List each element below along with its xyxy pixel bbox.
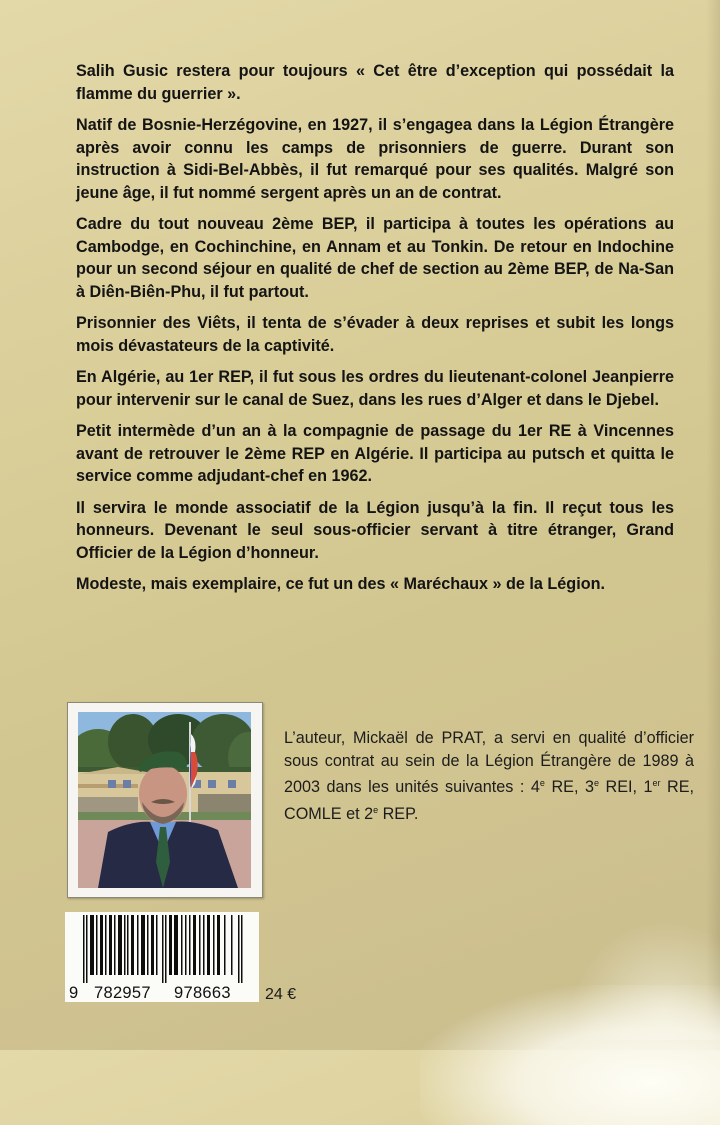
unit-name: REI: [605, 778, 633, 796]
price-label: 24 €: [265, 986, 297, 1003]
separator: ,: [632, 778, 644, 796]
unit-number: 2: [364, 804, 374, 823]
light-glare: [570, 920, 720, 1040]
author-bio-intro: L’auteur, Mickaël de PRAT, a servi en qualité d’officier sous contrat au sein de la Légion Étrangère de 1989 à 2003 dans les unités suivantes :: [284, 729, 694, 796]
unit-number: 4: [530, 778, 540, 796]
synopsis-text: [76, 60, 674, 605]
author-photo-frame: [67, 702, 263, 898]
light-glare: [420, 985, 720, 1125]
unit-ordinal: er: [652, 778, 661, 788]
unit-number: 1: [643, 778, 653, 796]
isbn-group-2: 978663: [174, 984, 231, 1002]
synopsis-paragraph: Petit intermède d’un an à la compagnie de passage du 1er RE à Vincennes avant de retrouver le 2ème REP en Algérie. Il participa au putsch et quitta le service comme adjudant-chef en 1962.: [76, 422, 674, 485]
barcode-bars-icon: [83, 915, 253, 983]
synopsis-paragraph: Salih Gusic restera pour toujours « Cet être d’exception qui possédait la flamme du guerrier ».: [76, 62, 674, 103]
unit-ordinal: e: [373, 804, 379, 815]
unit-name: REP: [382, 804, 414, 823]
separator: ,: [573, 778, 585, 796]
synopsis-paragraph: En Algérie, au 1er REP, il fut sous les ordres du lieutenant-colonel Jeanpierre pour intervenir sur le canal de Suez, dans les rues d’Alger et dans le Djebel.: [76, 368, 674, 409]
separator: et: [341, 804, 365, 823]
isbn-group-1: 782957: [94, 984, 151, 1002]
unit-ordinal: e: [593, 778, 599, 788]
synopsis-paragraph: Natif de Bosnie-Herzégovine, en 1927, il s’engagea dans la Légion Étrangère après avoir connu les camps de prisonniers de guerre. Durant son instruction à Sidi-Bel-Abbès, il fut remarqué pour ses qualités. Malgré son jeune âge, il fut nommé sergent après un an de contrat.: [76, 116, 674, 202]
separator: .: [413, 804, 419, 823]
unit-number: 3: [584, 778, 594, 796]
unit-name: RE: [667, 778, 690, 796]
unit-ordinal: e: [539, 778, 545, 788]
author-bio: [284, 727, 694, 825]
synopsis-paragraph: Prisonnier des Viêts, il tenta de s’évader à deux reprises et subit les longs mois dévastateurs de la captivité.: [76, 314, 674, 355]
isbn-barcode: [65, 912, 259, 1002]
isbn-first-digit: 9: [69, 984, 79, 1002]
author-photo: [78, 712, 251, 888]
cover-edge-shadow: [706, 0, 720, 1050]
unit-name: COMLE: [284, 804, 342, 823]
synopsis-paragraph: Cadre du tout nouveau 2ème BEP, il participa à toutes les opérations au Cambodge, en Cochinchine, en Annam et au Tonkin. De retour en Indochine pour un second séjour en qualité de chef de section au 2ème BEP, de Na-San à Diên-Biên-Phu, il fut partout.: [76, 215, 674, 301]
synopsis-paragraph: Il servira le monde associatif de la Légion jusqu’à la fin. Il reçut tous les honneurs. Devenant le seul sous-officier servant à titre étranger, Grand Officier de la Légion d’honneur.: [76, 498, 674, 562]
synopsis-paragraph: Modeste, mais exemplaire, ce fut un des « Maréchaux » de la Légion.: [76, 575, 605, 593]
separator: ,: [689, 778, 695, 796]
unit-name: RE: [551, 778, 574, 796]
